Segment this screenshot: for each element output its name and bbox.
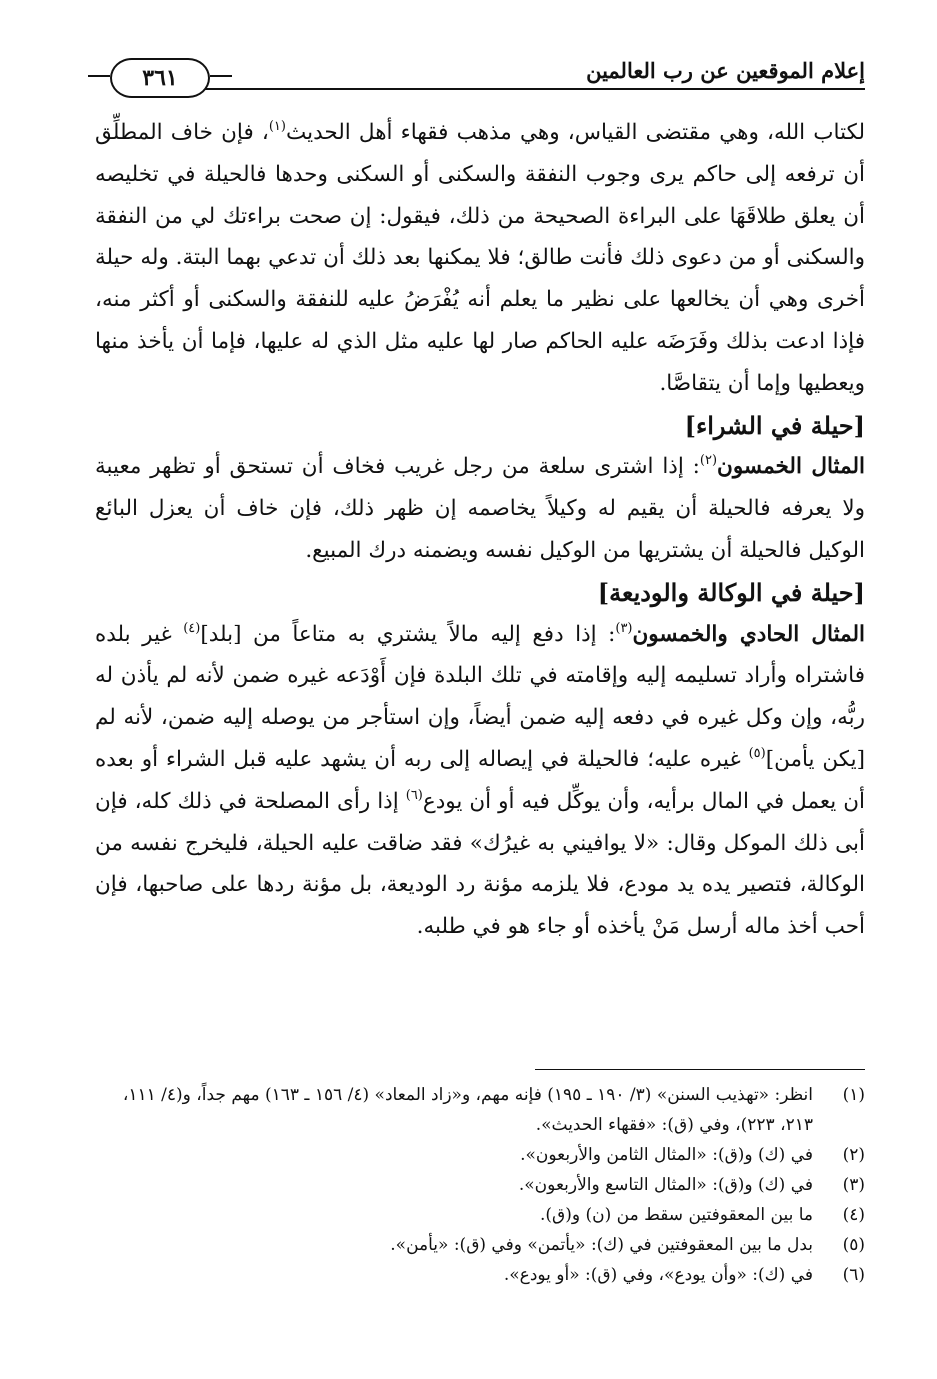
- section-heading-agency: [حيلة في الوكالة والوديعة]: [597, 577, 865, 607]
- footnote-text: في (ك): «وأن يودع»، وفي (ق): «أو يودع».: [503, 1265, 813, 1285]
- footnote: [95, 1140, 865, 1170]
- main-text: [95, 112, 865, 948]
- footnote-text: ما بين المعقوفتين سقط من (ن) و(ق).: [540, 1205, 813, 1225]
- page-number: ٣٦١: [142, 65, 178, 91]
- footnote-number: (١): [842, 1085, 865, 1105]
- footnote: [95, 1080, 865, 1140]
- page-number-badge: [110, 58, 210, 98]
- example-title: المثال الحادي والخمسون: [632, 621, 866, 647]
- footnote-ref-6[interactable]: (٦): [405, 787, 423, 803]
- footnote: [95, 1200, 865, 1230]
- book-title: إعلام الموقعين عن رب العالمين: [586, 58, 865, 83]
- footnote-ref-5[interactable]: (٥): [748, 745, 766, 761]
- example-title: المثال الخمسون: [717, 454, 865, 480]
- footnote-separator: [535, 1069, 865, 1070]
- paragraph-1: لكتاب الله، وهي مقتضى القياس، وهي مذهب فقهاء أهل الحديث$^{(١)}$، فإن خاف المطلِّق أن ترفعه إلى حاكم يرى وجوب النفقة والسكنى أو السكنى وحدها فالحيلة في تخليصه أن يعلق طلاقَهَا على البراءة الصحيحة من ذلك، فيقول: إن صحت براءتك لي من النفقة والسكنى أو من دعوى ذلك فأنت طالق؛ فلا يمكنها بعد ذلك أن تدعي بهما البتة. وله حيلة أخرى وهي أن يخالعها على نظير ما يعلم أنه يُفْرَضُ عليه للنفقة والسكنى أو أكثر منه، فإذا ادعت بذلك وفَرَضَه عليه الحاكم صار لها عليه مثل الذي له عليها، فإما أن يأخذ منها ويعطيها وإما أن يتقاصَّا.: [95, 119, 865, 396]
- running-header: [95, 48, 865, 94]
- footnote: [95, 1260, 865, 1290]
- header-rule: [200, 88, 865, 90]
- footnote: [95, 1170, 865, 1200]
- footnote-number: (٤): [842, 1205, 865, 1225]
- footnote-text: في (ك) و(ق): «المثال الثامن والأربعون».: [520, 1145, 813, 1165]
- footnote: [95, 1230, 865, 1260]
- paragraph-3: المثال الحادي والخمسون$^{(٣)}$: إذا دفع إليه مالاً يشتري به متاعاً من [بلد]$^{(٤)}$ غير بلده فاشتراه وأراد تسليمه إليه وإقامته في تلك البلدة فإن أَوْدَعه غيره ضمن لأنه لم يأذن له ربُّه، وإن وكل غيره في دفعه إليه ضمن أيضاً، وإن استأجر من يوصله إليه ضمن، لأنه لم [يكن يأمن]$^{(٥)}$ غيره عليه؛ فالحيلة في إيصاله إلى ربه أن يشهد عليه قبل الشراء أو بعده أن يعمل في المال برأيه، وأن يوكِّل فيه أو أن يودع$^{(٦)}$ إذا رأى المصلحة في ذلك كله، فإن أبى ذلك الموكل وقال: «لا يوافيني به غيرُك» فقد ضاقت عليه الحيلة، فليخرج نفسه من الوكالة، فتصير يده يد مودع، فلا يلزمه مؤنة رد الوديعة، بل مؤنة ردها على صاحبها، فإن أحب أخذ ماله أرسل مَنْ يأخذه أو جاء هو في طلبه.: [95, 620, 866, 940]
- section-heading-purchase: [حيلة في الشراء]: [684, 410, 865, 440]
- footnote-ref-1[interactable]: (١): [268, 119, 286, 134]
- footnote-text: بدل ما بين المعقوفتين في (ك): «يأتمن» وفي (ق): «يأمن».: [390, 1235, 813, 1255]
- footnotes: [95, 1080, 865, 1290]
- footnote-ref-2[interactable]: (٢): [699, 453, 718, 469]
- footnote-number: (٢): [842, 1145, 865, 1165]
- footnote-text: في (ك) و(ق): «المثال التاسع والأربعون».: [518, 1175, 813, 1195]
- footnote-text: انظر: «تهذيب السنن» (٣/ ١٩٠ ـ ١٩٥) فإنه مهم، و«زاد المعاد» (٤/ ١٥٦ ـ ١٦٣) مهم جداً، و(٤/ ١١١، ٢١٣، ٢٢٣)، وفي (ق): «فقهاء الحديث».: [122, 1085, 813, 1135]
- footnote-ref-4[interactable]: (٤): [183, 620, 201, 636]
- footnote-ref-3[interactable]: (٣): [615, 620, 633, 636]
- footnote-number: (٣): [842, 1175, 865, 1195]
- footnote-number: (٦): [842, 1265, 865, 1285]
- footnote-number: (٥): [842, 1235, 865, 1255]
- paragraph-2: المثال الخمسون$^{(٢)}$: إذا اشترى سلعة من رجل غريب فخاف أن تستحق أو تظهر معيبة ولا يعرفه فالحيلة أن يقيم له وكيلاً يخاصمه إن ظهر ذلك، فإن خاف أن يعزل البائع الوكيل فالحيلة أن يشتريها من الوكيل نفسه ويضمنه درك المبيع.: [95, 453, 865, 563]
